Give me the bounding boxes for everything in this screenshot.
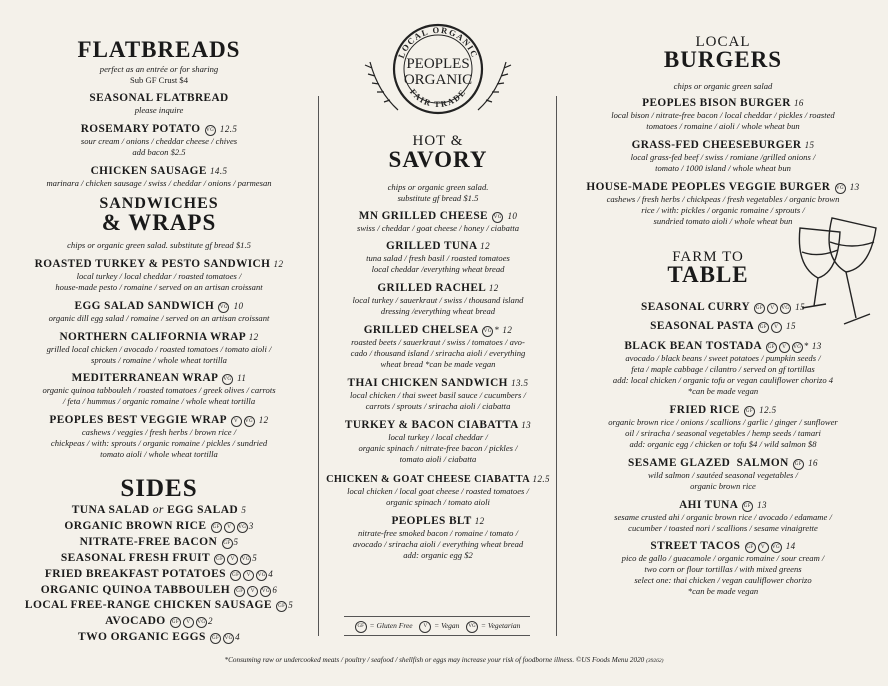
- item-desc: organic spinach / tomato aioli: [386, 497, 490, 507]
- dietary-legend: GF = Gluten Free V = Vegan VG = Vegetarian: [344, 616, 530, 636]
- item-name: GRILLED TUNA: [386, 240, 477, 252]
- svg-text:LOCAL ORGANIC: LOCAL ORGANIC: [395, 24, 481, 60]
- menu-item: [558, 139, 888, 174]
- gluten-free-icon: GF: [170, 617, 181, 628]
- burgers-title: BURGERS: [663, 47, 783, 72]
- vegan-icon: V: [183, 617, 194, 628]
- item-name: BLACK BEAN TOSTADA: [624, 340, 762, 352]
- item-name: PEOPLES BISON BURGER: [642, 97, 791, 109]
- item-desc: avocado / sriracha aioli / everything wheat bread: [352, 539, 524, 549]
- item-desc: add: local chicken / organic tofu or vegan cauliflower chorizo 4: [612, 375, 834, 385]
- item-desc: local chicken / thai sweet basil sauce / cucumbers /: [350, 390, 526, 400]
- local-title: LOCAL: [695, 34, 751, 50]
- item-desc: cashews / veggies / fresh herbs / brown rice /: [81, 427, 237, 437]
- item-price: 10: [507, 211, 518, 221]
- item-price: 11: [237, 373, 247, 383]
- table-title: TABLE: [667, 262, 749, 287]
- side-item: LOCAL FREE-RANGE CHICKEN SAUSAGE GF 5: [24, 599, 294, 611]
- item-name: FRIED RICE: [669, 404, 740, 416]
- vegetarian-icon: VG: [835, 183, 846, 194]
- menu-item: [0, 165, 318, 189]
- gluten-free-icon: GF: [230, 570, 241, 581]
- item-desc: cado / thousand island / sriracha aioli / everything: [350, 348, 526, 358]
- item-price: 13: [811, 341, 822, 351]
- footer-code: (39262): [646, 658, 664, 664]
- item-desc: swiss / cheddar / goat cheese / honey / ciabatta: [356, 223, 520, 233]
- item-desc: local bison / nitrate-free bacon / local cheddar / pickles / roasted: [611, 110, 835, 120]
- item-price: 15: [804, 140, 815, 150]
- item-name: TURKEY & BACON CIABATTA: [344, 419, 519, 431]
- item-desc: tomato aioli / whole wheat tortilla: [100, 449, 218, 459]
- item-desc: cashews / fresh herbs / chickpeas / fresh vegetables / organic brown: [606, 194, 840, 204]
- item-price: 12: [258, 415, 269, 425]
- gluten-free-icon: GF: [214, 554, 225, 565]
- footer-disclaimer: *Consuming raw or undercooked meats / poultry / seafood / shellfish or eggs may increase your risk of foodborne illness. ©US Foods Menu 2020 (39262): [224, 656, 664, 664]
- item-price: 12.5: [219, 124, 238, 134]
- menu-item: [558, 540, 888, 597]
- vegetarian-icon: VG: [771, 542, 782, 553]
- vegan-icon: V: [779, 342, 790, 353]
- item-desc: dressing /everything wheat bread: [380, 306, 496, 316]
- column-divider: [556, 96, 557, 636]
- item-name: CHICKEN & GOAT CHEESE CIABATTA: [326, 474, 530, 485]
- item-name: PEOPLES BLT: [391, 515, 472, 527]
- vegetarian-icon: VG: [222, 374, 233, 385]
- item-desc: two corn or flour tortillas / with mixed greens: [644, 564, 802, 574]
- vegetarian-icon: VG: [205, 125, 216, 136]
- column-divider: [318, 96, 319, 636]
- item-desc: nitrate-free smoked bacon / romaine / tomato /: [358, 528, 518, 538]
- item-desc: tomatoes / romaine / aioli / whole wheat bun: [646, 121, 800, 131]
- vegan-icon: V: [224, 522, 235, 533]
- item-desc: organic dill egg salad / romaine / served on an artisan croissant: [48, 313, 270, 323]
- item-desc: local turkey / local cheddar / roasted tomatoes /: [76, 271, 242, 281]
- gluten-free-icon: GF: [276, 601, 287, 612]
- item-desc: avocado / black beans / sweet potatoes / pumpkin seeds /: [625, 353, 821, 363]
- gluten-free-icon: GF: [355, 621, 367, 633]
- menu-item: [320, 210, 556, 234]
- menu-item: [0, 300, 318, 324]
- item-name: CHICKEN SAUSAGE: [90, 165, 207, 177]
- side-item: SEASONAL FRESH FRUIT GF V VG 5: [60, 552, 258, 564]
- side-item: FRIED BREAKFAST POTATOES GF V VG 4: [44, 568, 274, 580]
- side-item: ORGANIC BROWN RICE GF V VG 3: [64, 520, 254, 532]
- item-name: GRILLED CHELSEA: [363, 324, 479, 336]
- item-desc: feta / maple cabbage / cilantro / served on gf tortillas: [631, 364, 815, 374]
- item-desc: add bacon $2.5: [132, 147, 186, 157]
- menu-item: [0, 92, 318, 116]
- vegetarian-icon: VG: [244, 416, 255, 427]
- menu-item: [558, 320, 888, 333]
- item-name: NORTHERN CALIFORNIA WRAP: [59, 331, 246, 343]
- menu-item: [320, 240, 556, 275]
- item-name: MEDITERRANEAN WRAP: [71, 372, 218, 384]
- menu-item: [320, 473, 556, 508]
- gluten-free-icon: GF: [744, 406, 755, 417]
- hot-subtitle-gf: substitute gf bread $1.5: [397, 193, 479, 203]
- gluten-free-icon: GF: [758, 322, 769, 333]
- item-desc: grilled local chicken / avocado / roasted tomatoes / tomato aioli /: [46, 344, 272, 354]
- item-desc: roasted beets / sauerkraut / swiss / tomatoes / avo-: [351, 337, 525, 347]
- vegan-icon: V: [231, 416, 242, 427]
- item-name: SEASONAL PASTA: [650, 320, 754, 332]
- hot-title: HOT &: [412, 133, 464, 149]
- item-desc: wheat bread *can be made vegan: [380, 359, 496, 369]
- item-name: SEASONAL FLATBREAD: [89, 92, 229, 104]
- item-name: ROSEMARY POTATO: [80, 123, 201, 135]
- item-price: 14.5: [210, 166, 228, 176]
- gluten-free-icon: GF: [210, 633, 221, 644]
- item-name: EGG SALAD SANDWICH: [74, 300, 215, 312]
- item-price: 10: [233, 301, 244, 311]
- item-price: 13: [849, 182, 860, 192]
- gluten-free-icon: GF: [742, 501, 753, 512]
- vegetarian-icon: VG: [196, 617, 207, 628]
- item-price: 14: [785, 541, 796, 551]
- item-desc: / feta / hummus / organic romaine / whole wheat tortilla: [62, 396, 256, 406]
- item-desc: local cheddar /everything wheat bread: [371, 264, 505, 274]
- flatbreads-title: FLATBREADS: [77, 37, 241, 62]
- item-desc: tomato / 1000 island / whole wheat bun: [655, 163, 791, 173]
- menu-item: [0, 331, 318, 366]
- flatbreads-gf-crust: Sub GF Crust $4: [129, 75, 189, 85]
- vegetarian-icon: VG: [218, 302, 229, 313]
- menu-item: GRILLED CHELSEA VG * 12 roasted beets / sauerkraut / swiss / tomatoes / avo- cado / thousand island / sriracha aioli / everything wheat bread *can be made vegan: [320, 324, 556, 370]
- logo-name-line1: PEOPLES: [406, 56, 470, 72]
- item-desc: sprouts / romaine / whole wheat tortilla: [91, 355, 227, 365]
- gluten-free-icon: GF: [234, 586, 245, 597]
- side-item: TUNA SALAD or EGG SALAD 5: [71, 504, 247, 516]
- item-desc: carrots / sprouts / sriracha aioli / ciabatta: [365, 401, 511, 411]
- menu-item: [558, 97, 888, 132]
- item-desc: *can be made vegan: [687, 386, 759, 396]
- item-desc: cucumber / toasted nori / scallions / sesame vinaigrette: [628, 523, 818, 533]
- item-desc: organic quinoa tabbouleh / roasted tomatoes / greek olives / carrots: [42, 385, 276, 395]
- item-desc: chickpeas / with: sprouts / organic romaine / pickles / sundried: [50, 438, 268, 448]
- sandwiches-title: SANDWICHES: [99, 195, 219, 212]
- item-price: 13: [757, 500, 767, 510]
- menu-item: [0, 258, 318, 293]
- item-desc: marinara / chicken sausage / swiss / cheddar / onions / parmesan: [46, 178, 272, 188]
- vegetarian-icon: VG: [492, 212, 503, 223]
- item-desc: organic brown rice: [690, 481, 756, 491]
- item-price: 12: [502, 325, 513, 335]
- menu-item: [0, 372, 318, 407]
- menu-item: [0, 414, 318, 460]
- savory-title: SAVORY: [388, 147, 488, 172]
- item-price: 13: [521, 420, 532, 430]
- logo-name-line2: ORGANIC: [403, 72, 473, 88]
- item-price: 12: [480, 241, 490, 251]
- item-name: AHI TUNA: [679, 499, 738, 511]
- menu-item: [320, 419, 556, 465]
- vegetarian-icon: VG: [223, 633, 234, 644]
- vegan-icon: V: [243, 570, 254, 581]
- menu-item: [320, 515, 556, 561]
- item-price: 12: [474, 516, 485, 526]
- item-price: 13.5: [511, 378, 529, 388]
- menu-item: [320, 282, 556, 317]
- item-desc: oil / sriracha / seasonal vegetables / hemp seeds / tamari: [625, 428, 821, 438]
- gluten-free-icon: GF: [211, 522, 222, 533]
- vegetarian-icon: VG: [466, 621, 478, 633]
- item-price: 12: [273, 259, 284, 269]
- item-desc: tomato aioli / ciabatta: [399, 454, 477, 464]
- gluten-free-icon: GF: [222, 538, 233, 549]
- item-desc: sesame crusted ahi / organic brown rice / avocado / edamame /: [614, 512, 832, 522]
- item-desc: rice / with: pickles / organic romaine / sprouts /: [641, 205, 805, 215]
- item-desc: tuna salad / fresh basil / roasted tomatoes: [366, 253, 510, 263]
- burgers-subtitle: chips or organic green salad: [673, 81, 773, 91]
- vegan-icon: V: [758, 542, 769, 553]
- item-desc: local turkey / sauerkraut / swiss / thousand island: [352, 295, 524, 305]
- farm-title: FARM TO: [672, 249, 744, 265]
- hot-subtitle: chips or organic green salad.: [387, 182, 489, 192]
- vegetarian-icon: VG: [792, 342, 803, 353]
- vegan-icon: V: [771, 322, 782, 333]
- sides-title: SIDES: [120, 475, 198, 502]
- menu-item: [558, 457, 888, 492]
- item-price: 12.5: [532, 474, 550, 484]
- item-price: 15: [786, 321, 796, 331]
- vegan-icon: V: [419, 621, 431, 633]
- item-name: MN GRILLED CHEESE: [358, 210, 488, 222]
- side-item: ORGANIC QUINOA TABBOULEH GF V VG 6: [40, 584, 278, 596]
- side-item: TWO ORGANIC EGGS GF VG 4: [78, 631, 240, 643]
- vegetarian-icon: VG: [256, 570, 267, 581]
- item-desc: select one: thai chicken / vegan cauliflower chorizo: [634, 575, 812, 585]
- vegetarian-icon: VG: [780, 303, 791, 314]
- item-name: THAI CHICKEN SANDWICH: [347, 377, 508, 389]
- item-desc: local chicken / local goat cheese / roasted tomatoes /: [347, 486, 529, 496]
- gluten-free-icon: GF: [766, 342, 777, 353]
- side-item: NITRATE-FREE BACON GF 5: [79, 536, 239, 548]
- item-desc: wild salmon / sautéed seasonal vegetables /: [648, 470, 798, 480]
- menu-item: [558, 499, 888, 534]
- menu-item: [320, 377, 556, 412]
- item-desc: pico de gallo / guacamole / organic romaine / sour cream /: [621, 553, 825, 563]
- item-name: HOUSE-MADE PEOPLES VEGGIE BURGER: [586, 181, 831, 193]
- gluten-free-icon: GF: [793, 459, 804, 470]
- item-desc: sour cream / onions / cheddar cheese / chives: [80, 136, 238, 146]
- item-desc: please inquire: [134, 105, 184, 115]
- side-item: AVOCADO GF V VG 2: [105, 615, 213, 627]
- item-name: ROASTED TURKEY & PESTO SANDWICH: [34, 258, 271, 270]
- item-price: 12: [248, 332, 259, 342]
- flatbreads-subtitle: perfect as an entrée or for sharing: [99, 64, 219, 74]
- item-desc: add: organic egg $2: [403, 550, 473, 560]
- gluten-free-icon: GF: [754, 303, 765, 314]
- item-name: GRILLED RACHEL: [377, 282, 486, 294]
- vegan-icon: V: [227, 554, 238, 565]
- menu-item: [558, 404, 888, 450]
- item-price: 16: [794, 98, 804, 108]
- svg-text:FAIR TRADE: FAIR TRADE: [407, 86, 469, 110]
- item-desc: *can be made vegan: [687, 586, 759, 596]
- item-price: 12: [488, 283, 499, 293]
- menu-item: [0, 123, 318, 158]
- item-name: GRASS-FED CHEESEBURGER: [631, 139, 802, 151]
- wraps-title: & WRAPS: [101, 210, 217, 235]
- item-desc: organic spinach / nitrate-free bacon / pickles /: [358, 443, 518, 453]
- item-desc: add: organic egg / chicken or tofu $4 / wild salmon $8: [629, 439, 817, 449]
- item-price: 12.5: [759, 405, 777, 415]
- item-desc: house-made pesto / romaine / served on an artisan croissant: [55, 282, 263, 292]
- menu-item: BLACK BEAN TOSTADA GF V VG * 13 avocado / black beans / sweet potatoes / pumpkin seeds / feta / maple cabbage / cilantro / served on gf tortillas add: local chicken / organic tofu or vegan cauliflower chorizo 4 *can be made vegan: [558, 340, 888, 397]
- item-name: SESAME GLAZED SALMON: [628, 457, 789, 469]
- item-price: 16: [808, 458, 818, 468]
- item-desc: local turkey / local cheddar /: [388, 432, 488, 442]
- vegetarian-icon: VG: [482, 326, 493, 337]
- vegetarian-icon: VG: [237, 522, 248, 533]
- vegan-icon: V: [247, 586, 258, 597]
- menu-item: [558, 301, 888, 314]
- wine-glasses-icon: [792, 206, 886, 336]
- vegan-icon: V: [767, 303, 778, 314]
- item-name: SEASONAL CURRY: [641, 301, 750, 313]
- vegetarian-icon: VG: [240, 554, 251, 565]
- item-desc: sundried tomato aioli / whole wheat bun: [653, 216, 793, 226]
- gluten-free-icon: GF: [745, 542, 756, 553]
- peoples-organic-logo: [358, 22, 518, 122]
- item-desc: local grass-fed beef / swiss / romiane /grilled onions /: [630, 152, 816, 162]
- item-name: PEOPLES BEST VEGGIE WRAP: [49, 414, 227, 426]
- item-name: STREET TACOS: [650, 540, 741, 552]
- item-price: 15: [795, 302, 805, 312]
- item-desc: organic brown rice / onions / scallions / garlic / ginger / sunflower: [608, 417, 838, 427]
- vegetarian-icon: VG: [260, 586, 271, 597]
- sandwiches-subtitle: chips or organic green salad. substitute gf bread $1.5: [67, 240, 251, 250]
